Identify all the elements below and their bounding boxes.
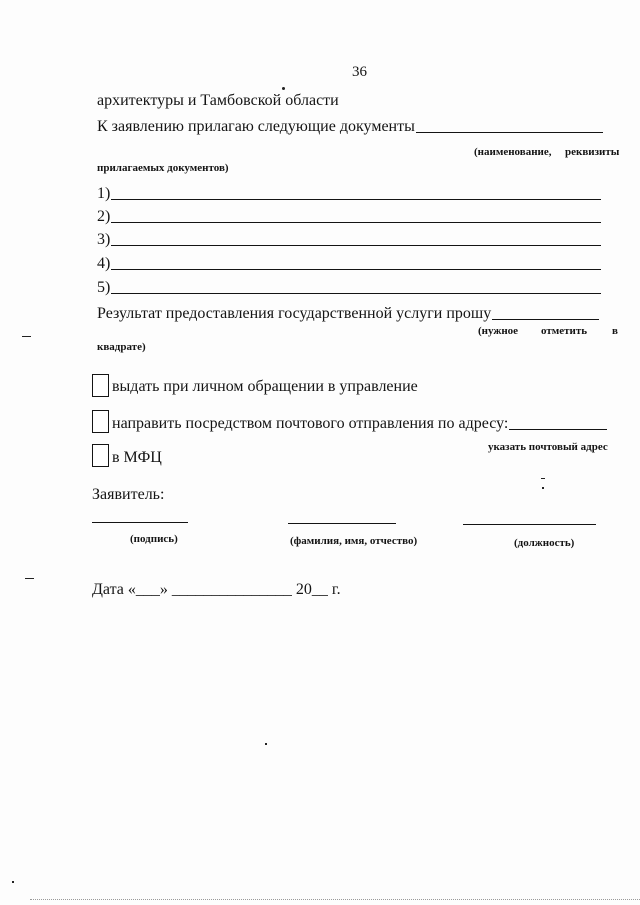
position-line: [463, 524, 596, 525]
result-label: Результат предоставления государственной услуги прошу: [97, 305, 492, 322]
documents-hint-left: прилагаемых документов): [97, 162, 229, 174]
option-in-person-label: выдать при личном обращении в управление: [112, 378, 418, 395]
result-hint-left: квадрате): [97, 341, 146, 353]
document-item-row: [97, 279, 601, 297]
option-by-mail-row: [112, 415, 607, 433]
document-item-line: [111, 245, 601, 246]
applicant-label: Заявитель:: [92, 486, 165, 503]
document-item-number: 2): [97, 208, 111, 225]
date-line: Дата «___» _______________ 20__ г.: [92, 581, 341, 598]
document-item-number: 5): [97, 279, 111, 296]
document-item-row: [97, 185, 601, 203]
address-blank-line: [509, 429, 607, 430]
result-hint-word: (нужное: [478, 325, 519, 337]
document-item-row: [97, 208, 601, 226]
checkbox-mfc: [92, 444, 109, 467]
scan-speck: [22, 336, 31, 337]
scan-speck: [542, 487, 544, 489]
checkbox-by-mail: [92, 410, 109, 433]
documents-hint-word: реквизиты: [565, 146, 620, 158]
page-number: 36: [352, 64, 367, 80]
header-line: архитектуры и Тамбовской области: [97, 92, 339, 109]
document-item-number: 1): [97, 185, 111, 202]
document-item-number: 3): [97, 231, 111, 248]
documents-hint-word: (наименование,: [474, 146, 552, 158]
checkbox-in-person: [92, 374, 109, 397]
scan-speck: [541, 478, 545, 479]
scan-speck: [25, 578, 34, 579]
result-hint-word: отметить: [541, 325, 588, 337]
document-item-line: [111, 293, 601, 294]
document-item-line: [111, 269, 601, 270]
scan-speck: [12, 881, 14, 883]
result-row: [97, 305, 599, 323]
documents-row: [97, 118, 603, 136]
document-item-number: 4): [97, 255, 111, 272]
scan-speck: [282, 87, 285, 90]
scan-edge: [30, 899, 640, 900]
document-item-line: [111, 222, 601, 223]
option-mfc-label: в МФЦ: [112, 449, 162, 466]
option-by-mail-label: направить посредством почтового отправления по адресу:: [112, 415, 509, 432]
position-caption: (должность): [514, 537, 575, 549]
document-item-row: [97, 231, 601, 249]
scan-speck: [265, 743, 267, 745]
signature-caption: (подпись): [130, 533, 178, 545]
signature-line: [92, 522, 188, 523]
result-blank-line: [492, 319, 599, 320]
full-name-caption: (фамилия, имя, отчество): [290, 535, 418, 547]
full-name-line: [288, 523, 396, 524]
document-item-row: [97, 255, 601, 273]
result-hint-word: в: [612, 325, 618, 337]
documents-label: К заявлению прилагаю следующие документы: [97, 118, 415, 135]
documents-blank-line: [416, 132, 603, 133]
document-item-line: [111, 199, 601, 200]
address-hint: указать почтовый адрес: [488, 441, 608, 453]
